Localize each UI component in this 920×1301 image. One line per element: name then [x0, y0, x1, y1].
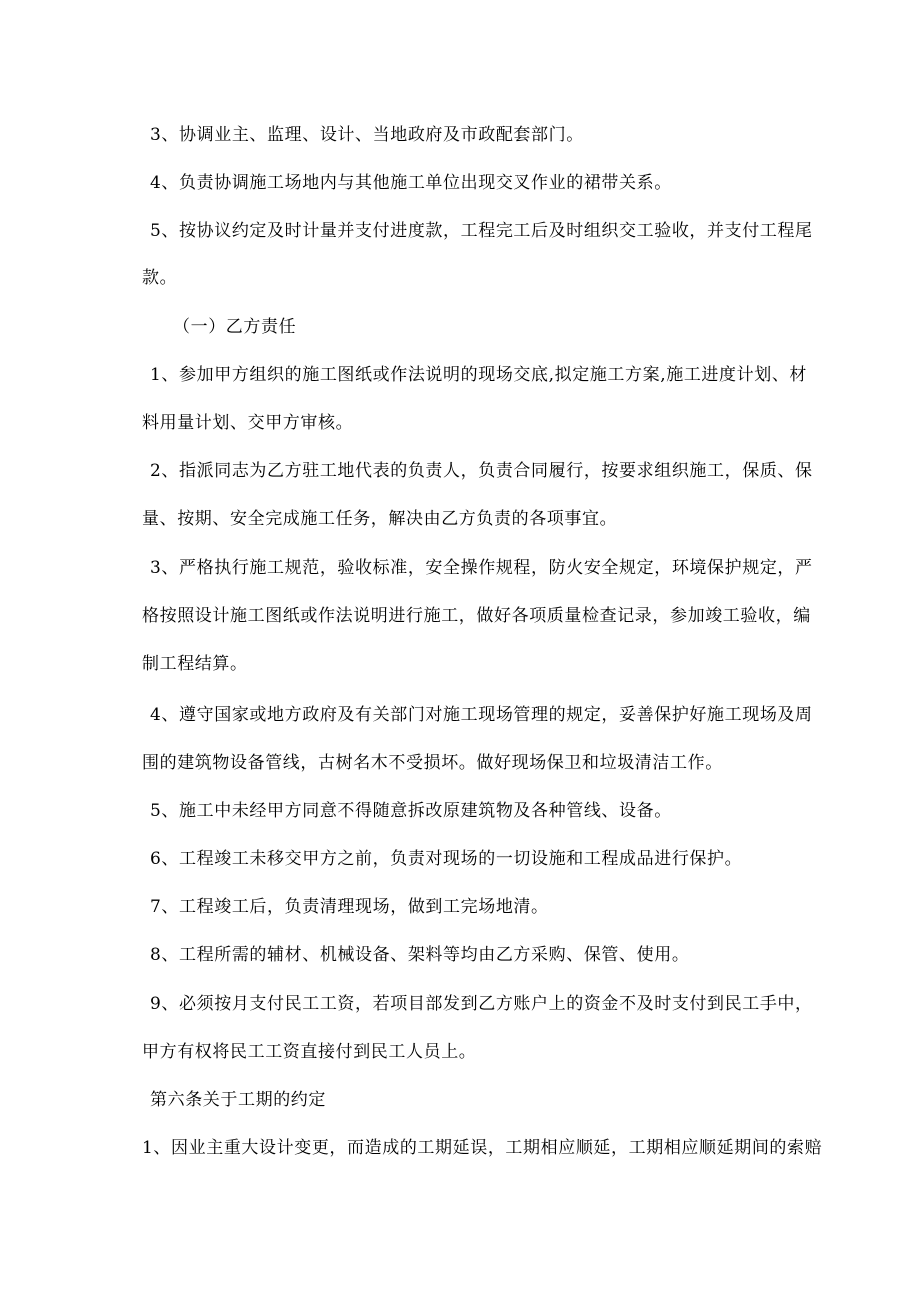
- clause-line-continuation: 料用量计划、交甲方审核。: [142, 413, 354, 433]
- clause-line: 2、指派同志为乙方驻工地代表的负责人，负责合同履行，按要求组织施工，保质、保: [150, 461, 813, 481]
- clause-line: 8、工程所需的辅材、机械设备、架料等均由乙方采购、保管、使用。: [150, 945, 690, 965]
- clause-line: 9、必须按月支付民工工资，若项目部发到乙方账户上的资金不及时支付到民工手中，: [150, 994, 813, 1014]
- clause-line: 4、遵守国家或地方政府及有关部门对施工现场管理的规定，妥善保护好施工现场及周: [150, 705, 813, 725]
- clause-line-continuation: 格按照设计施工图纸或作法说明进行施工，做好各项质量检查记录，参加竣工验收，编: [142, 606, 811, 626]
- clause-line: 1、参加甲方组织的施工图纸或作法说明的现场交底,拟定施工方案,施工进度计划、材: [150, 365, 808, 385]
- clause-line: 3、严格执行施工规范，验收标准，安全操作规程，防火安全规定，环境保护规定，严: [150, 558, 813, 578]
- clause-line: 7、工程竣工后，负责清理现场，做到工完场地清。: [150, 897, 549, 917]
- clause-line: 6、工程竣工未移交甲方之前，负责对现场的一切设施和工程成品进行保护。: [150, 849, 743, 869]
- clause-line: 3、协调业主、监理、设计、当地政府及市政配套部门。: [150, 125, 584, 145]
- clause-line-continuation: 款。: [142, 268, 178, 288]
- clause-line: 1、因业主重大设计变更，而造成的工期延误，工期相应顺延，工期相应顺延期间的索赔: [142, 1138, 823, 1158]
- clause-line-continuation: 甲方有权将民工工资直接付到民工人员上。: [142, 1042, 477, 1062]
- clause-line-continuation: 制工程结算。: [142, 654, 248, 674]
- clause-line: 4、负责协调施工场地内与其他施工单位出现交叉作业的裙带关系。: [150, 173, 672, 193]
- clause-line: 5、施工中未经甲方同意不得随意拆改原建筑物及各种管线、设备。: [150, 801, 672, 821]
- clause-line-continuation: 围的建筑物设备管线，古树名木不受损坏。做好现场保卫和垃圾清洁工作。: [142, 753, 723, 773]
- clause-line: 5、按协议约定及时计量并支付进度款，工程完工后及时组织交工验收，并支付工程尾: [150, 221, 813, 241]
- article-heading: 第六条关于工期的约定: [150, 1090, 326, 1110]
- section-heading: （一）乙方责任: [173, 317, 297, 337]
- clause-line-continuation: 量、按期、安全完成施工任务，解决由乙方负责的各项事宜。: [142, 509, 618, 529]
